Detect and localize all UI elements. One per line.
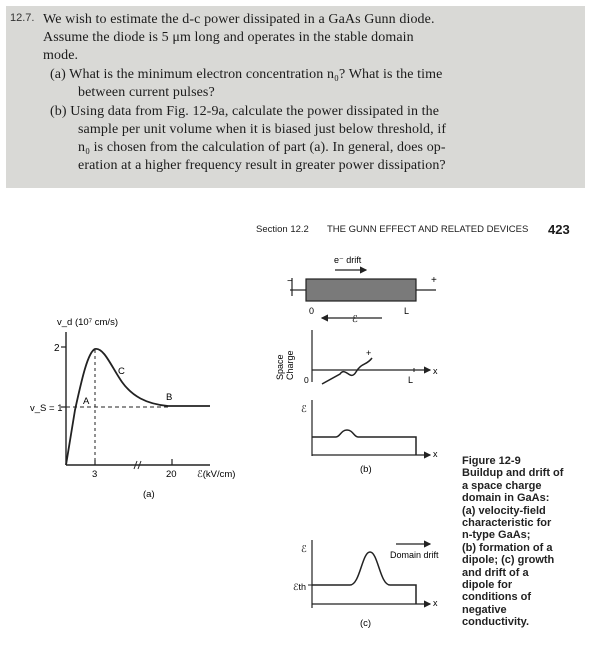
- page-number: 423: [548, 222, 570, 237]
- caption-line: conductivity.: [462, 616, 530, 629]
- problem-line: (a) What is the minimum electron concentration n₀? What is the time: [50, 67, 443, 82]
- plus-terminal: +: [431, 275, 437, 286]
- problem-number: 12.7.: [10, 12, 35, 24]
- caption-line: dipole; (c) growth: [462, 554, 555, 567]
- a-vs-label: v_S = 1: [30, 403, 63, 414]
- b-field-profile: [312, 430, 416, 455]
- a-ylabel: v_d (10⁷ cm/s): [57, 317, 118, 328]
- caption-line: n-type GaAs;: [462, 529, 531, 542]
- c-x-axis-label: x: [433, 598, 438, 608]
- problem-line: We wish to estimate the d-c power dissipated in a GaAs Gunn diode.: [43, 12, 435, 27]
- a-panel-label: (a): [143, 489, 155, 500]
- c-e-axis-label: ℰ: [301, 544, 307, 555]
- gaas-sample: [306, 279, 416, 301]
- b-panel-label: (b): [360, 464, 372, 475]
- problem-line: sample per unit volume when it is biased just below threshold, if: [78, 122, 447, 137]
- minus-terminal: −: [287, 276, 293, 287]
- b-zero: 0: [309, 306, 315, 316]
- caption-line: domain in GaAs:: [462, 492, 550, 505]
- caption-line: Figure 12-9: [462, 455, 521, 467]
- caption-line: (a) velocity-field: [462, 504, 546, 517]
- caption-line: (b) formation of a: [462, 541, 553, 554]
- point-c: C: [118, 366, 125, 377]
- problem-line: (b) Using data from Fig. 12-9a, calculate the power dissipated in the: [50, 104, 440, 119]
- caption-line: characteristic for: [462, 517, 552, 530]
- problem-line: Assume the diode is 5 μm long and operates in the stable domain: [43, 30, 414, 45]
- caption-line: dipole for: [462, 579, 513, 592]
- caption-line: negative: [462, 603, 507, 616]
- a-xtick-3: 3: [92, 469, 98, 480]
- b-plus-charge: +: [366, 348, 372, 358]
- b-length-top: L: [404, 306, 410, 316]
- field-symbol: ℰ: [352, 314, 358, 325]
- point-b: B: [166, 392, 173, 403]
- space-label: Space: [275, 354, 285, 380]
- caption-line: and drift of a: [462, 566, 529, 579]
- b-x-axis-label-2: x: [433, 449, 438, 459]
- section-label: Section 12.2: [256, 224, 309, 235]
- chapter-title: THE GUNN EFFECT AND RELATED DEVICES: [327, 224, 529, 235]
- b-zero-2: 0: [304, 375, 309, 385]
- panel-b: [290, 270, 436, 456]
- b-x-axis-label: x: [433, 366, 438, 376]
- domain-drift-label: Domain drift: [390, 550, 439, 560]
- caption-line: a space charge: [462, 479, 542, 492]
- problem-line: n₀ is chosen from the calculation of part (a). In general, does op-: [78, 140, 446, 155]
- b-length: L: [408, 375, 414, 385]
- problem-line: eration at a higher frequency result in greater power dissipation?: [78, 158, 446, 173]
- problem-line: mode.: [43, 48, 79, 63]
- a-xlabel: ℰ(kV/cm): [197, 469, 236, 480]
- caption-line: Buildup and drift of: [462, 467, 564, 480]
- point-a: A: [83, 396, 90, 407]
- e-threshold: ℰth: [293, 582, 306, 592]
- c-panel-label: (c): [360, 618, 372, 629]
- a-xtick-20: 20: [166, 469, 177, 480]
- a-ytick-2: 2: [54, 343, 60, 354]
- drift-label: e⁻ drift: [334, 255, 362, 265]
- figure-caption: [462, 455, 602, 629]
- problem-line: between current pulses?: [78, 85, 215, 100]
- caption-line: conditions of: [462, 591, 532, 604]
- charge-label: Charge: [285, 350, 295, 380]
- b-e-axis-label: ℰ: [301, 404, 307, 415]
